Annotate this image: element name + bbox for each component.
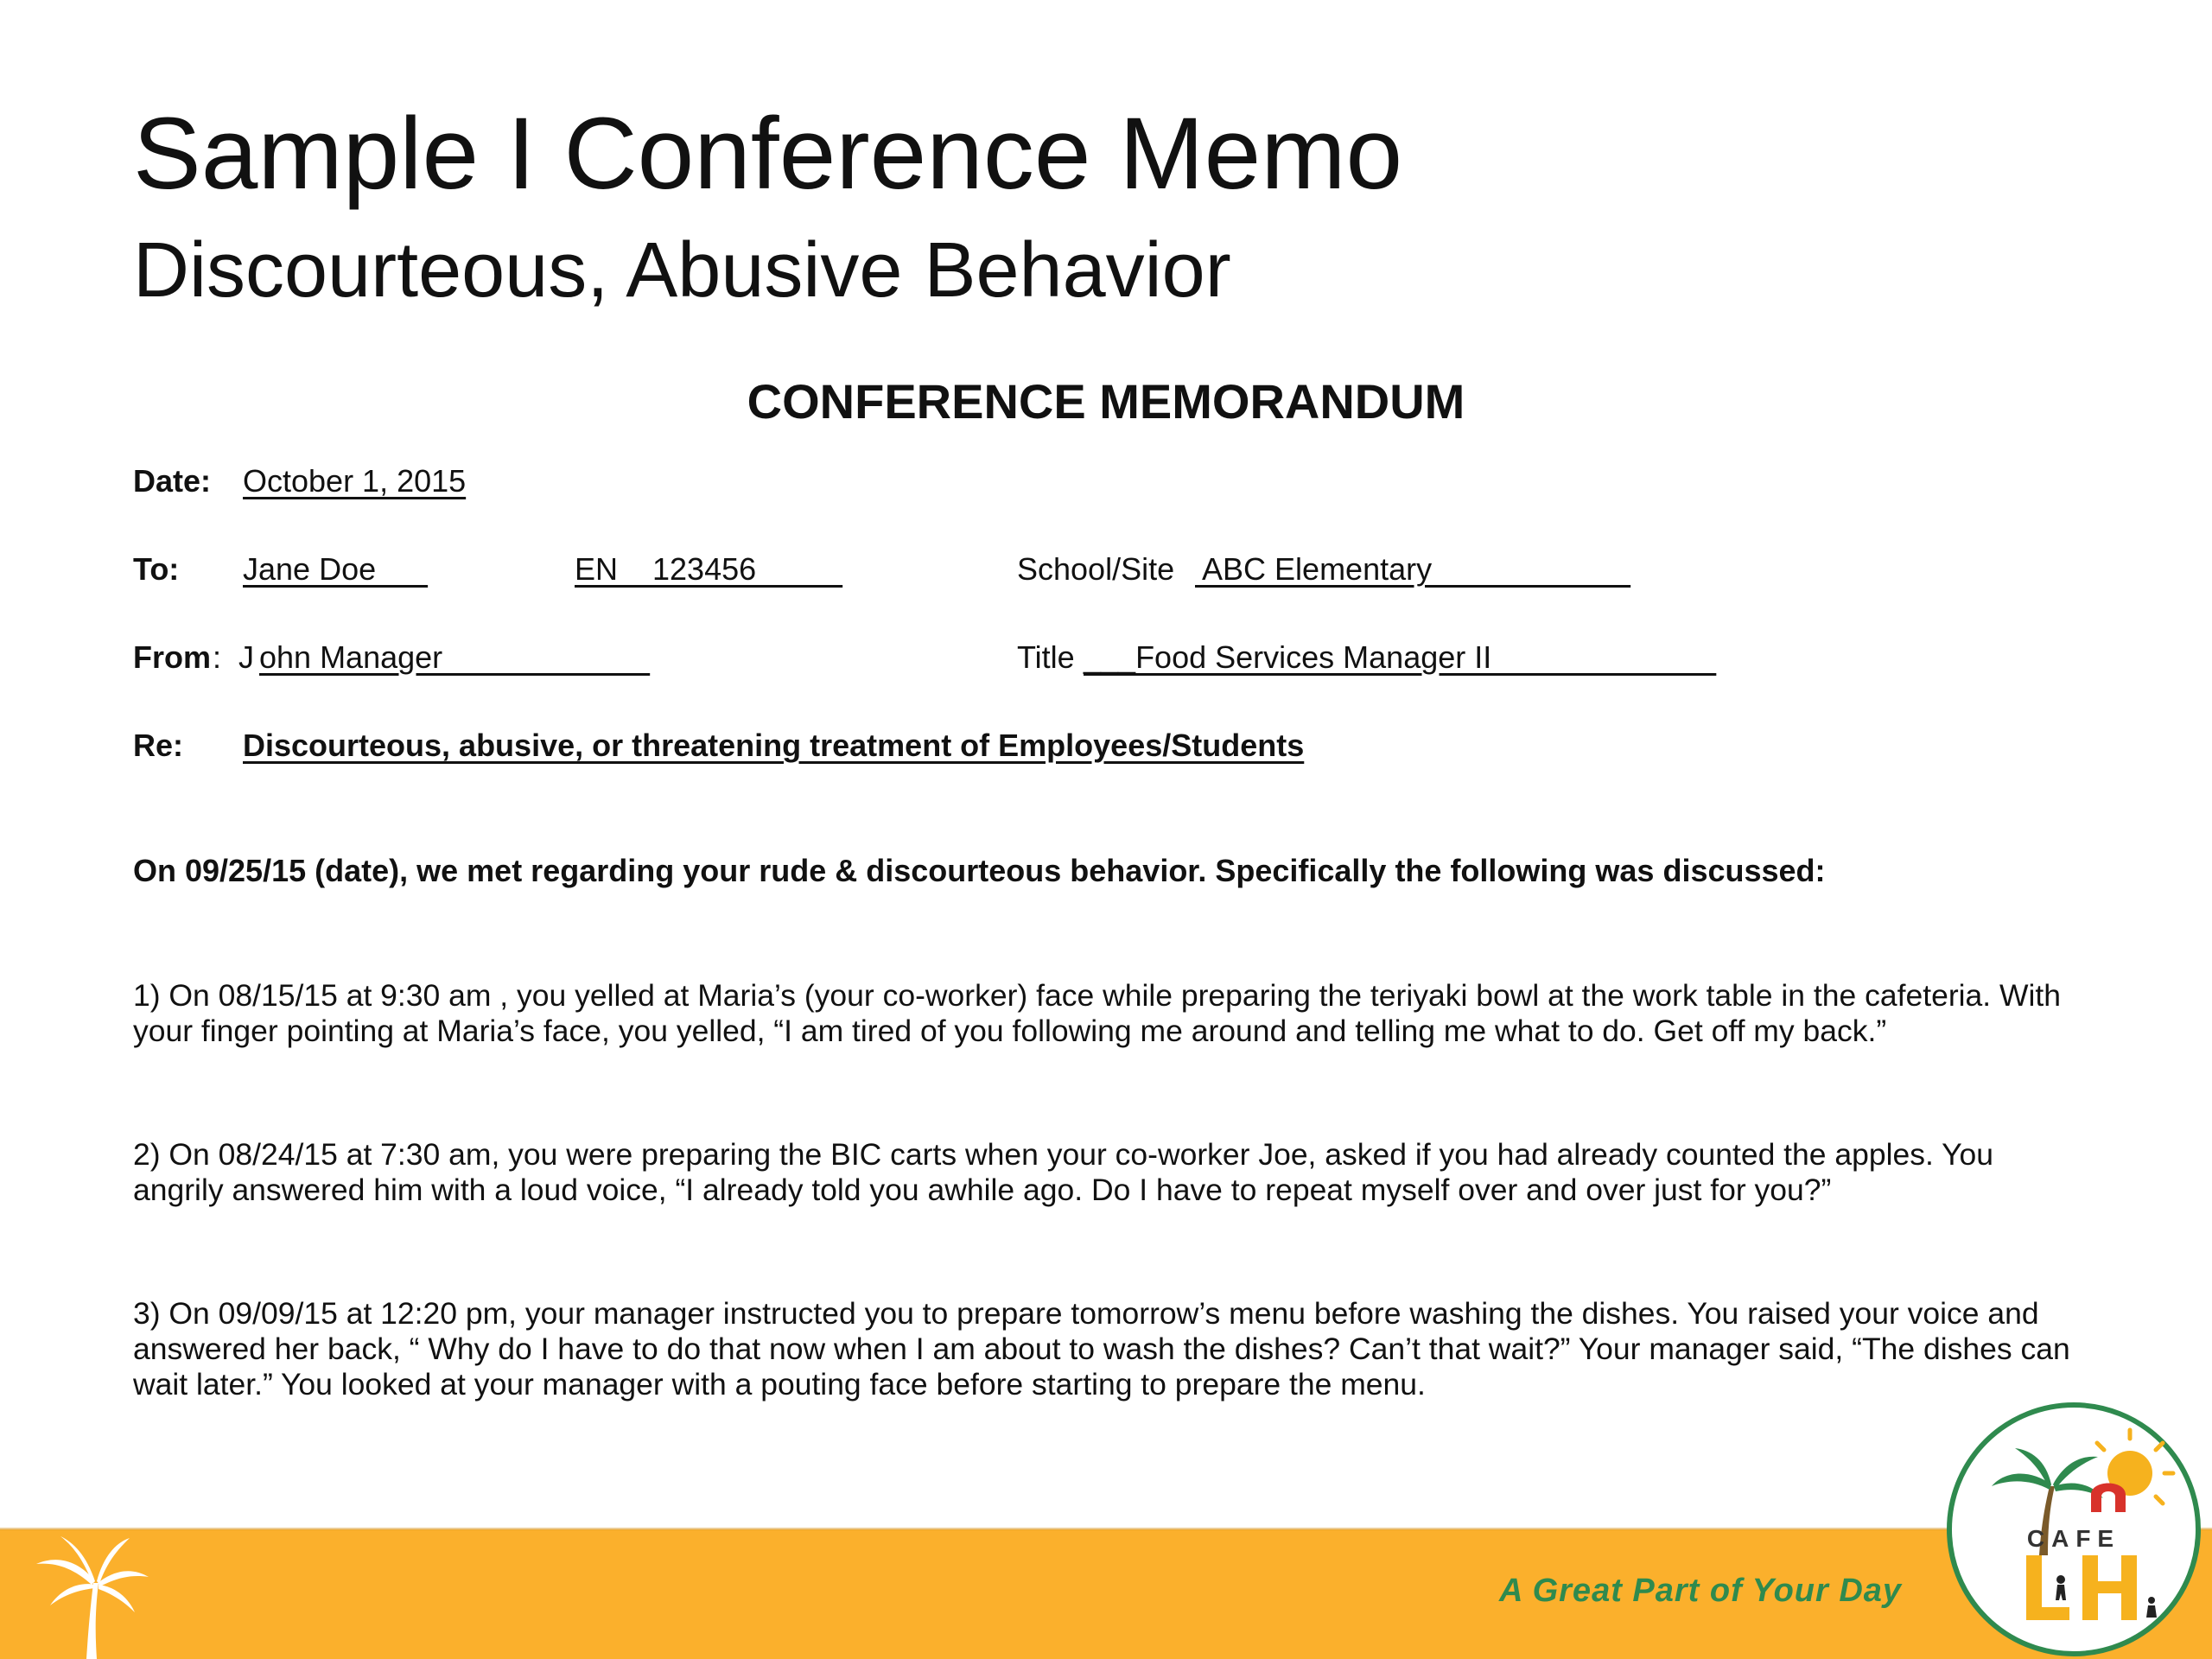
- re-label: Re:: [133, 728, 184, 763]
- memo-item-1: 1) On 08/15/15 at 9:30 am , you yelled at Maria’s (your co-worker) face while preparing the teriyaki bowl at the work table in the cafeteria. With your finger pointing at Maria’s face, you yelled, “I am tired of you following me around and telling me what to do. Get off my back.”: [133, 978, 2062, 1048]
- memo-item-3: 3) On 09/09/15 at 12:20 pm, your manager instructed you to prepare tomorrow’s menu before washing the dishes. You raised your voice and answered her back, “ Why do I have to do that now when I am about to wash the dishes? Can’t that wait?” Your manager said, “The dishes can wait later.” You looked at your manager with a pouting face before starting to prepare the menu.: [133, 1296, 2070, 1402]
- to-value: Jane Doe: [243, 551, 429, 587]
- from-value: ohn Manager: [259, 639, 651, 675]
- memo-heading: CONFERENCE MEMORANDUM: [747, 374, 1465, 429]
- school-value: ABC Elementary: [1195, 551, 1631, 587]
- employee-number: EN 123456: [575, 551, 843, 587]
- palm-tree-icon: [26, 1529, 156, 1659]
- from-colon: : J: [213, 639, 255, 675]
- to-label: To:: [133, 551, 180, 587]
- re-value: Discourteous, abusive, or threatening treatment of Employees/Students: [243, 728, 1305, 763]
- title-label: Title: [1017, 639, 1075, 675]
- logo-text: CAFE: [2026, 1525, 2121, 1552]
- slide-title: Sample I Conference Memo: [133, 97, 1403, 211]
- cafe-lh-logo-icon: [1944, 1400, 2203, 1659]
- date-label: Date:: [133, 463, 212, 499]
- from-label: From: [133, 639, 211, 675]
- school-label: School/Site: [1017, 551, 1184, 587]
- slide-subtitle: Discourteous, Abusive Behavior: [133, 227, 1231, 314]
- date-value: October 1, 2015: [243, 463, 467, 499]
- footer-tagline: A Great Part of Your Day: [1499, 1573, 1903, 1609]
- memo-intro: On 09/25/15 (date), we met regarding your rude & discourteous behavior. Specifically the following was discussed:: [133, 853, 1826, 888]
- memo-item-2: 2) On 08/24/15 at 7:30 am, you were preparing the BIC carts when your co-worker Joe, asked if you had already counted the apples. You angrily answered him with a loud voice, “I already told you awhile ago. Do I have to repeat myself over and over just for you?”: [133, 1137, 1993, 1207]
- footer-divider: [0, 1528, 2212, 1530]
- title-value: ___Food Services Manager II: [1084, 639, 1717, 675]
